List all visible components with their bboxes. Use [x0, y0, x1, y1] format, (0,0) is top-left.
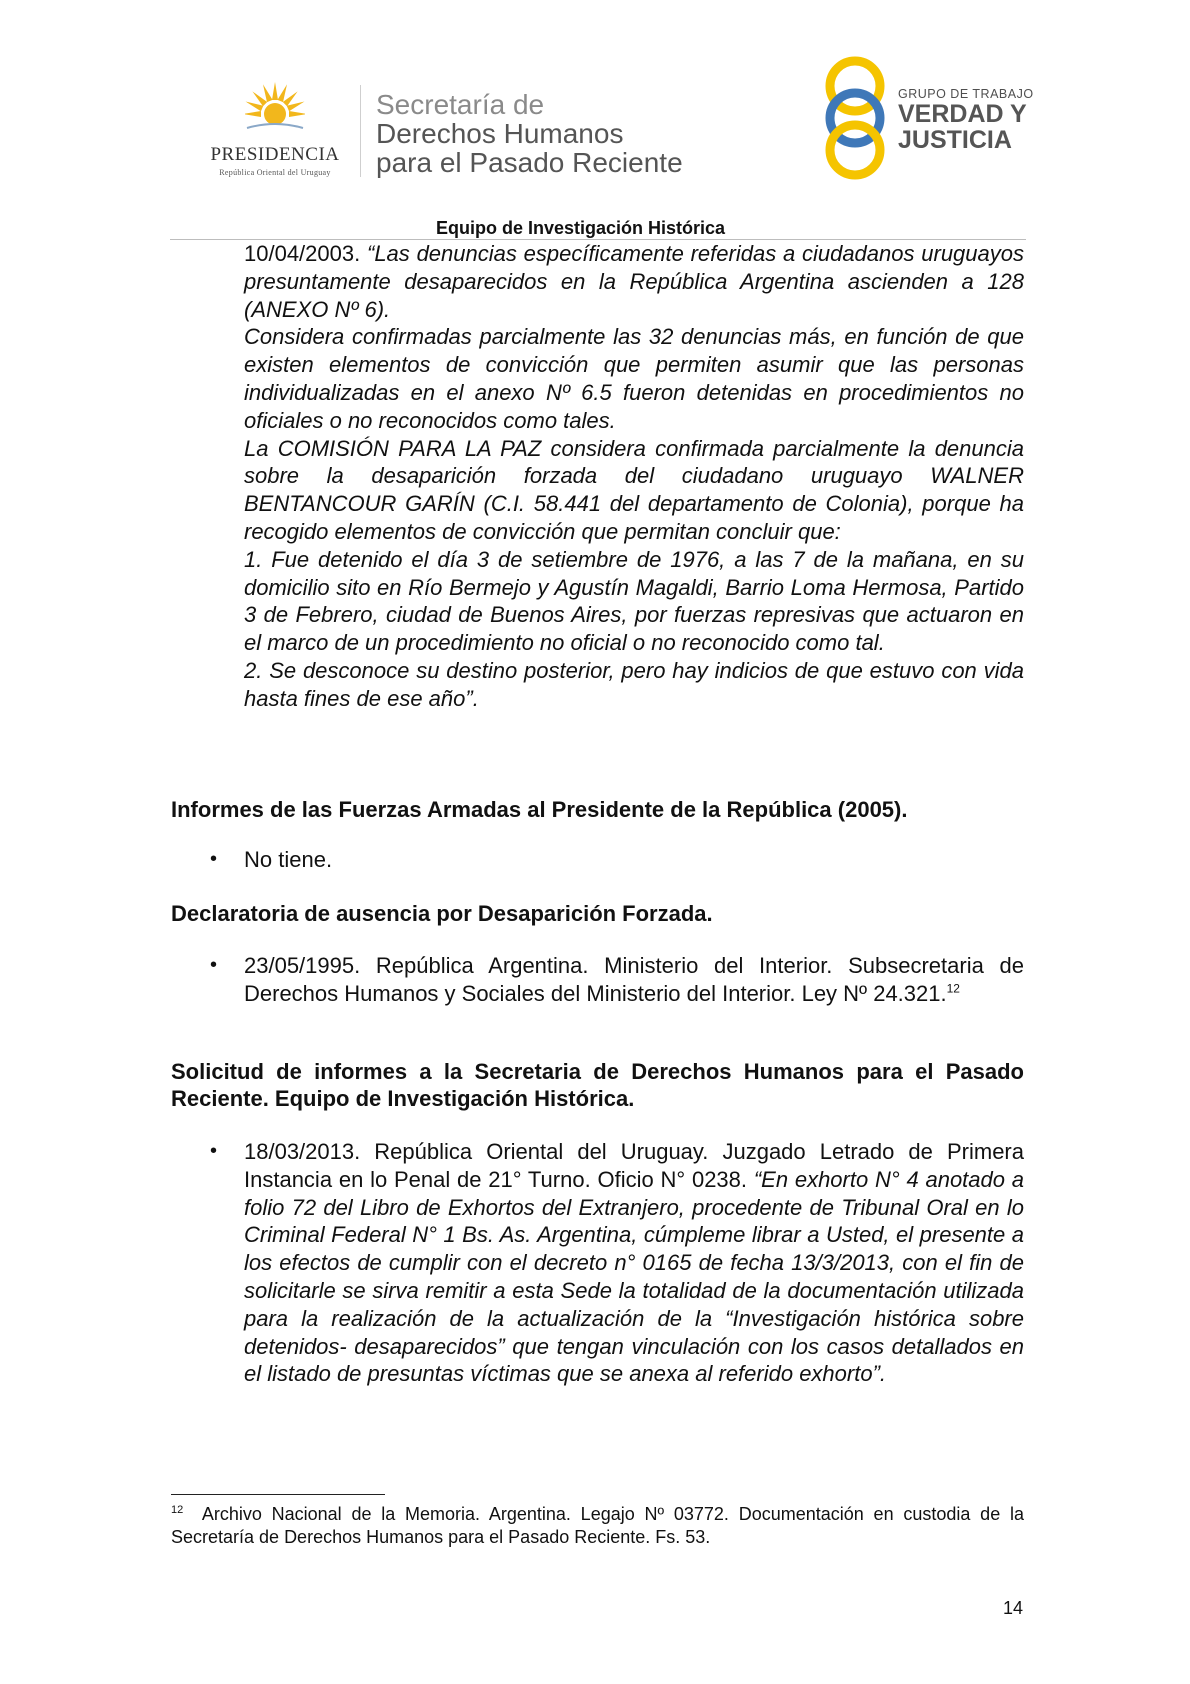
- bullet-marker: •: [210, 954, 218, 976]
- secretaria-line-1: Secretaría de: [376, 89, 545, 120]
- secretaria-line-3: para el Pasado Reciente: [376, 147, 683, 178]
- footnote-text: Archivo Nacional de la Memoria. Argentina. Legajo Nº 03772. Documentación en custodia de la Secretaría de Derechos Humanos para el Pasado Reciente. Fs. 53.: [171, 1504, 1024, 1547]
- section-heading-informes: Informes de las Fuerzas Armadas al Presidente de la República (2005).: [171, 797, 908, 822]
- section-heading-declaratoria: Declaratoria de ausencia por Desaparición Forzada.: [171, 901, 713, 926]
- list-item: No tiene.: [244, 847, 333, 872]
- presidencia-word: PRESIDENCIA: [210, 144, 340, 165]
- header-team-title: Equipo de Investigación Histórica: [436, 218, 726, 238]
- footnote-ref[interactable]: 12: [946, 981, 960, 996]
- quote-paragraph-3: La COMISIÓN PARA LA PAZ considera confirmada parcialmente la denuncia sobre la desaparición forzada del ciudadano uruguayo WALNER BENTANCOUR GARÍN (C.I. 58.441 del departamento de Colonia), porque ha recogido elementos de convicción que permitan concluir que:: [244, 435, 1024, 544]
- list-item: 23/05/1995. República Argentina. Ministerio del Interior. Subsecretaria de Derechos Humanos y Sociales del Ministerio del Interior. Ley Nº 24.321.12: [244, 953, 1024, 1006]
- quote-paragraph-1: [244, 240, 1024, 323]
- secretaria-logo-text: [376, 90, 683, 177]
- gtvj-line-3: JUSTICIA: [898, 126, 1012, 154]
- quote-text-1: “Las denuncias específicamente referidas a ciudadanos uruguayos presuntamente desaparecidos en la República Argentina ascienden a 128 (ANEXO Nº 6).: [244, 241, 1024, 322]
- presidencia-subtitle: República Oriental del Uruguay: [219, 168, 331, 177]
- secretaria-line-2: Derechos Humanos: [376, 118, 624, 149]
- list-item: 18/03/2013. República Oriental del Uruguay. Juzgado Letrado de Primera Instancia en lo Penal de 21° Turno. Oficio N° 0238. “En exhorto N° 4 anotado a folio 72 del Libro de Exhortos del Extranjero, procedente de Tribunal Oral en lo Criminal Federal N° 1 Bs. As. Argentina, cúmpleme librar a Usted, el presente a los efectos de cumplir con el decreto n° 0165 de fecha 13/3/2013, con el fin de solicitarle se sirva remitir a esta Sede la totalidad de la documentación utilizada para la realización de la actualización de la “Investigación histórica sobre detenidos- desaparecidos” que tengan vinculación con los casos detallados en el listado de presuntas víctimas que se anexa al referido exhorto”.: [244, 1139, 1025, 1387]
- quote-paragraph-5: 2. Se desconoce su destino posterior, pero hay indicios de que estuvo con vida hasta fines de ese año”.: [244, 657, 1024, 711]
- gtvj-line-2: VERDAD Y: [898, 100, 1027, 128]
- footnote-number: 12: [171, 1504, 184, 1516]
- quote-paragraph-4: 1. Fue detenido el día 3 de setiembre de 1976, a las 7 de la mañana, en su domicilio sito en Río Bermejo y Agustín Magaldi, Barrio Loma Hermosa, Partido 3 de Febrero, ciudad de Buenos Aires, por fuerzas represivas que actuaron en el marco de un procedimiento no oficial o no reconocido como tal.: [244, 546, 1024, 656]
- presidencia-logo: [190, 80, 360, 180]
- bullet-marker: •: [210, 1140, 218, 1162]
- header-divider: [360, 85, 361, 177]
- footnote: [171, 1503, 1024, 1549]
- section-heading-solicitud: Solicitud de informes a la Secretaria de Derechos Humanos para el Pasado Reciente. Equipo de Investigación Histórica.: [171, 1059, 1024, 1111]
- gtvj-logo-text: [898, 87, 1034, 153]
- sun-icon: [245, 80, 305, 140]
- bullet-marker: •: [210, 848, 218, 870]
- footnote-rule: [171, 1494, 385, 1495]
- quoted-report-block: [244, 240, 1024, 713]
- gtvj-line-1: GRUPO DE TRABAJO: [898, 87, 1034, 101]
- quote-date: 10/04/2003.: [244, 241, 367, 266]
- quote-paragraph-2: Considera confirmadas parcialmente las 32 denuncias más, en función de que existen elementos de convicción que permiten asumir que las personas individualizadas en el anexo Nº 6.5 fueron detenidas en procedimientos no oficiales o no reconocidos como tales.: [244, 324, 1024, 433]
- interlocked-rings-icon: [820, 56, 890, 180]
- page-number: 14: [1003, 1598, 1024, 1618]
